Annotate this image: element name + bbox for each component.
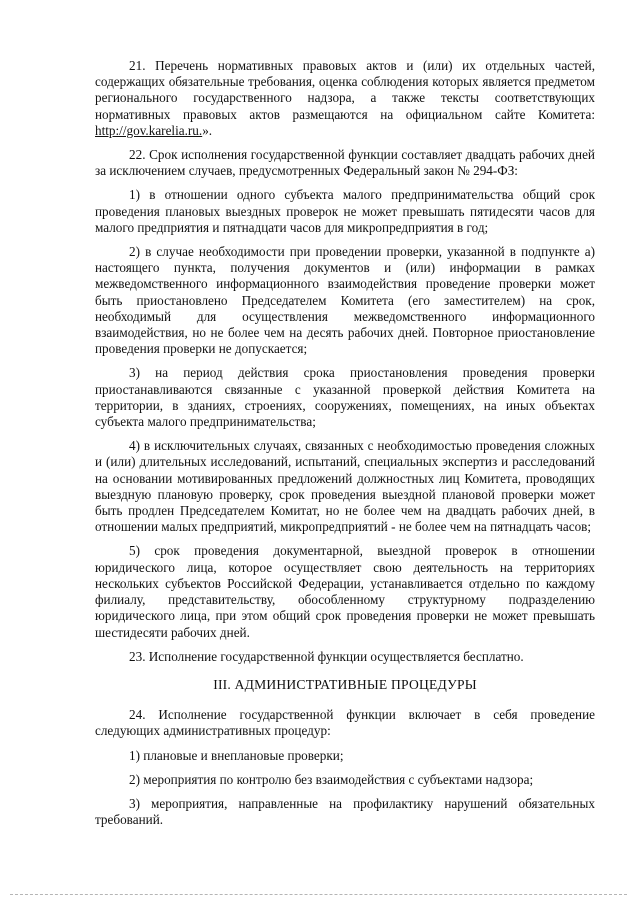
paragraph-24-item-1: 1) плановые и внеплановые проверки; <box>129 747 344 763</box>
paragraph-22-item-4: 4) в исключительных случаях, связанных с необходимостью проведения сложных и (или) длительных исследований, испытаний, специальных экспертиз и расследований на основании мотивированных предложений должностных лиц Комитета, проводящих выездную плановую проверку, срок проведения выездной плановой проверки может быть продлен Председателем Комитат, но не более чем на двадцать рабочих дней, в отношении малых предприятий, микропредприятий - не более чем на пятнадцать часов; <box>95 438 595 535</box>
paragraph-21 <box>95 58 595 139</box>
paragraph-24-item-3: 3) мероприятия, направленные на профилактику нарушений обязательных требований. <box>95 795 595 828</box>
page-bottom-divider <box>10 894 627 895</box>
paragraph-21-end: ». <box>202 122 213 138</box>
section-title: III. АДМИНИСТРАТИВНЫЕ ПРОЦЕДУРЫ <box>213 676 477 692</box>
paragraph-24: 24. Исполнение государственной функции включает в себя проведение следующих административных процедур: <box>95 707 595 739</box>
paragraph-22-item-2: 2) в случае необходимости при проведении проверки, указанной в подпункте а) настоящего пункта, получения документов и (или) информации в рамках межведомственного информационного взаимодействия проведение проверки может быть приостановлено Председателем Комитета (его заместителем) на срок, необходимый для осуществления межведомственного информационного взаимодействия, но не более чем на десять рабочих дней. Повторное приостановление проведения проверки не допускается; <box>95 244 595 357</box>
paragraph-22-item-5: 5) срок проведения документарной, выездной проверок в отношении юридического лица, которое осуществляет свою деятельность на территориях нескольких субъектов Российской Федерации, устанавливается отдельно по каждому филиалу, представительству, обособленному структурному подразделению юридического лица, при этом общий срок проведения проверки не может превышать шестидесяти рабочих дней. <box>95 543 595 640</box>
paragraph-24-item-2: 2) мероприятия по контролю без взаимодействия с субъектами надзора; <box>129 771 534 787</box>
paragraph-21-text: 21. Перечень нормативных правовых актов и (или) их отдельных частей, содержащих обязательные требования, оценка соблюдения которых является предметом регионального государственного надзора, а также тексты соответствующих нормативных правовых актов размещаются на официальном сайте Комитета: <box>95 58 595 122</box>
paragraph-22-item-3: 3) на период действия срока приостановления проведения проверки приостанавливаются связанные с указанной проверкой действия Комитета на территории, в зданиях, строениях, сооружениях, помещениях, на иных объектах субъекта малого предпринимательства; <box>95 365 595 430</box>
paragraph-22: 22. Срок исполнения государственной функции составляет двадцать рабочих дней за исключением случаев, предусмотренных Федеральный закон № 294-ФЗ: <box>95 147 595 179</box>
document-body <box>95 58 595 836</box>
paragraph-22-item-1: 1) в отношении одного субъекта малого предпринимательства общий срок проведения плановых выездных проверок не может превышать пятидесяти часов для малого предприятия и пятнадцати часов для микропредприятия в год; <box>95 187 595 235</box>
committee-website-link[interactable]: http://gov.karelia.ru. <box>95 122 203 138</box>
paragraph-23: 23. Исполнение государственной функции осуществляется бесплатно. <box>129 648 524 664</box>
